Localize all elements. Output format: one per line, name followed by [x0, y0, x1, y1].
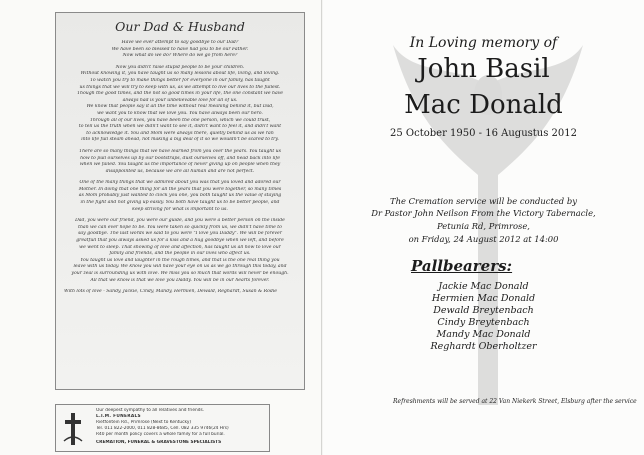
poem-line: family and friends, and the people in our lives who affect us.: [109, 251, 251, 257]
poem-title: Our Dad & Husband: [115, 19, 245, 34]
pallbearers-heading: Pallbearers:: [411, 257, 513, 275]
funeral-company-name: L.I.M. FUNERALS: [96, 414, 141, 419]
right-page: [323, 0, 644, 455]
poem-line: Without knowing it, you have taught us so many lessons about life, living, and loving.: [80, 71, 280, 77]
funeral-phone: Tel. 011 822-2000, 011 828-8685, Cell. 082 335 9746(24 Hrs): [96, 426, 229, 431]
poem-line: than we can ever hope to be. You were taken so quickly from us, we didn't have time to: [78, 224, 282, 230]
poem-stanza-5: [64, 218, 296, 284]
poem-stanza-2: [64, 65, 296, 144]
service-line: Petunia Rd, Primrose,: [437, 221, 530, 231]
poem-line: in the fight and not giving up easily. You both have taught us to be better people, and: [80, 200, 280, 206]
poem-line: You taught us love and laughter in the rough times, and that is the one real thing you: [80, 257, 280, 263]
funeral-advert: [55, 404, 270, 452]
funeral-tagline: CREMATION, FUNERAL & GRAVESTONE SPECIALISTS: [96, 440, 222, 445]
deceased-first-names: John Basil: [417, 54, 550, 84]
poem-line: your zeal is surrounding us with love. We miss you so much that words will never be enough.: [71, 271, 289, 276]
poem-stanza-4: [64, 180, 296, 213]
poem-line: leave with us today. We know you will have your eye on us as we go through this today, and: [73, 264, 287, 270]
poem-line: we want you to know that we love you. You have always been our hero.: [97, 110, 263, 116]
poem-stanza-3: [64, 149, 296, 175]
poem-stanza-1: [64, 40, 296, 60]
funeral-policy: R40 per month policy covers a whole family for a full burial.: [96, 432, 225, 437]
pallbearer-name: Hermien Mac Donald: [431, 293, 536, 304]
poem-line: as Mom probably just wanted to clock you one, you both taught us the value of staying: [78, 193, 282, 199]
poem-line: we went to sleep. That showing of love and affection, has taught us all how to love our: [79, 244, 281, 250]
poem-line: There are so many things that we have learned from you over the years. You taught us: [79, 148, 281, 154]
poem-line: Dad, you were our friend, you were our guide, and you were a better person on the inside: [75, 218, 285, 224]
poem-line: To watch you try to make things better for everyone in our family, has taught: [90, 77, 270, 83]
poem-signature: With lots of love - Sandy, Jackie, Cindy, Mandy, Hermien, Dewald, Reghardt, Susan & Rodie: [64, 289, 277, 295]
cross-icon: [62, 411, 84, 447]
poem-line: always had is your unbelievable love for all of us.: [122, 97, 238, 103]
service-line: Dr Pastor John Neilson From the Victory Tabernacle,: [371, 208, 596, 218]
poem-line: how to pull ourselves up by our bootstraps, dust ourselves off, and head back into life: [80, 155, 280, 161]
poem-body: [56, 40, 304, 296]
pallbearer-name: Cindy Breytenbach: [437, 317, 530, 328]
life-dates: 25 October 1950 - 16 Augustus 2012: [390, 128, 577, 139]
poem-line: We have been so blessed to have had you to be our Father.: [111, 46, 249, 52]
service-line: The Cremation service will be conducted by: [390, 196, 577, 206]
poem-line: Have we ever attempt to say goodbye to our Dad?: [121, 40, 239, 45]
refreshments-note: Refreshments will be served at 22 Van Niekerk Street, Elsburg after the service: [393, 398, 637, 405]
poem-line: say goodbye. The last words we said to you were "I love you Daddy". We will be forever: [78, 231, 282, 237]
pallbearer-name: Mandy Mac Donald: [436, 329, 531, 340]
funeral-address: Rietfontein Rd., Primrose (Next to Kentucky): [96, 420, 192, 425]
poem-line: into life full steam ahead, not making a big deal of it so we wouldn't be scared to try.: [81, 137, 279, 143]
poem-line: Mother. In doing that one thing for all the years that you were together, so many times: [78, 186, 282, 192]
pallbearer-name: Dewald Breytenbach: [433, 305, 534, 316]
poem-line: We know that people say it all the time without real meaning behind it, but Dad,: [86, 104, 274, 110]
poem-line: One of the many things that we admired about you was that you loved and adored our: [79, 180, 281, 186]
poem-line: Through all of our lives, you have been the one person, which we could trust,: [89, 117, 271, 123]
poem-line: keep striving for what is important to us.: [132, 206, 228, 212]
poem-line: to acknowledge it. You and Mom were always there, quietly behind us as we ran: [86, 130, 274, 136]
poem-line: greatfull that you always asked us for a kiss and a hug goodbye when we left, and before: [76, 238, 284, 244]
poem-line: Though the good times, and the not so good times in your life, the one constant we have: [76, 91, 284, 97]
poem-frame: [55, 12, 305, 390]
pallbearer-name: Jackie Mac Donald: [438, 281, 529, 292]
poem-line: Now what do we do? Where do we go from here?: [122, 53, 238, 59]
memory-heading: In Loving memory of: [409, 35, 558, 51]
poem-line: to tell us the truth when we didn't want to see it, didn't want to feel it, and didn't want: [78, 124, 282, 130]
poem-line: All that we know is that we love you Daddy. You will be in our hearts forever.: [90, 277, 270, 283]
poem-line: Now you didn't raise stupid people to be your children.: [115, 64, 245, 70]
pallbearer-name: Reghardt Oberholtzer: [430, 341, 537, 352]
poem-line: us things that we will try to keep with us, as we attempt to live our lives to the fullest.: [79, 84, 281, 90]
service-line: on Friday, 24 August 2012 at 14:00: [408, 234, 559, 244]
poem-line: disappointed us, because we are all human and are not perfect.: [105, 168, 255, 174]
deceased-surname: Mac Donald: [404, 90, 563, 120]
funeral-sympathy-line: Our deepest sympathy to all relatives and friends.: [96, 408, 205, 413]
poem-line: when we failed. You taught us the importance of never giving up on people when they: [79, 162, 281, 168]
